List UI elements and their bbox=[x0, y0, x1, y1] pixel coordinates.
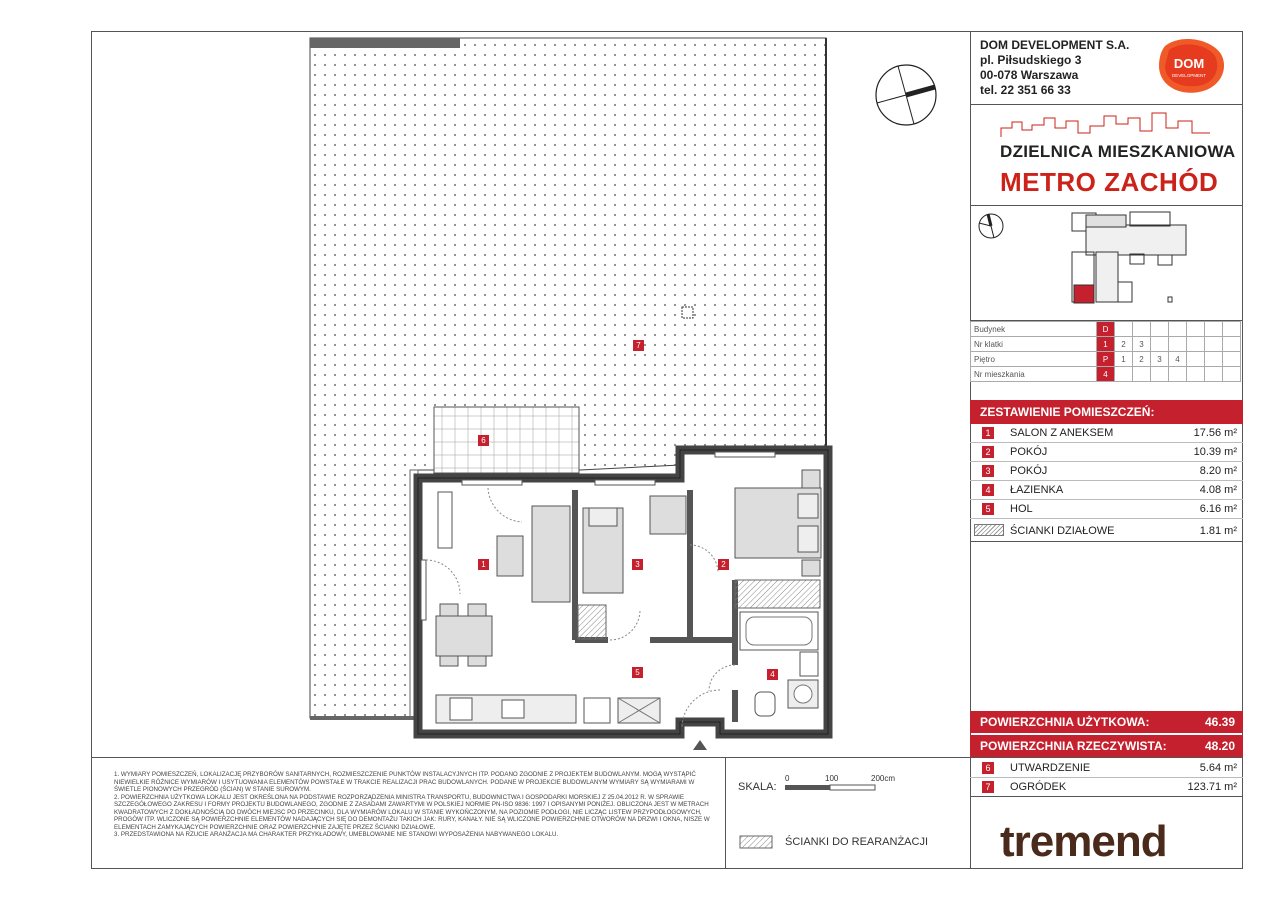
info-cell bbox=[1223, 367, 1241, 382]
extras-list bbox=[970, 759, 1243, 797]
info-cell bbox=[1151, 337, 1169, 352]
info-cell bbox=[1115, 322, 1133, 337]
info-label: Nr mieszkania bbox=[971, 367, 1097, 382]
info-cell bbox=[1169, 367, 1187, 382]
info-cell: 2 bbox=[1115, 337, 1133, 352]
compass-icon bbox=[876, 65, 936, 125]
info-label: Nr klatki bbox=[971, 337, 1097, 352]
company-city: 00-078 Warszawa bbox=[980, 68, 1079, 82]
scale-tick-0: 0 bbox=[785, 774, 790, 783]
company-address bbox=[980, 38, 1129, 98]
rooms-list bbox=[970, 424, 1243, 542]
walls-row: ŚCIANKI DZIAŁOWE 1.81 m² bbox=[970, 519, 1243, 542]
info-cell bbox=[1223, 322, 1241, 337]
room-row: 1 SALON Z ANEKSEM 17.56 m² bbox=[970, 424, 1243, 443]
terrace-paving bbox=[434, 407, 579, 473]
info-cell bbox=[1169, 322, 1187, 337]
info-cell bbox=[1151, 367, 1169, 382]
company-phone: tel. 22 351 66 33 bbox=[980, 83, 1071, 97]
info-label: Budynek bbox=[971, 322, 1097, 337]
info-cell: 3 bbox=[1151, 352, 1169, 367]
company-street: pl. Piłsudskiego 3 bbox=[980, 53, 1082, 67]
note-3: 3. PRZEDSTAWIONA NA RZUCIE ARANŻACJA MA CHARAKTER PRZYKŁADOWY, UMEBLOWANIE NIE STANOWI WYPOSAŻENIA NABYWANEGO LOKALU. bbox=[114, 831, 559, 838]
room-tag-5: 5 bbox=[632, 667, 643, 678]
extra-row: 6 UTWARDZENIE 5.64 m² bbox=[970, 759, 1243, 778]
extra-row: 7 OGRÓDEK 123.71 m² bbox=[970, 778, 1243, 797]
info-cell bbox=[1169, 337, 1187, 352]
room-tag-2: 2 bbox=[718, 559, 729, 570]
company-name: DOM DEVELOPMENT S.A. bbox=[980, 38, 1130, 52]
info-cell: 3 bbox=[1133, 337, 1151, 352]
info-cell bbox=[1223, 352, 1241, 367]
info-cell: 1 bbox=[1115, 352, 1133, 367]
info-cell: 4 bbox=[1169, 352, 1187, 367]
usable-area-total: POWIERZCHNIA UŻYTKOWA: 46.39 bbox=[970, 711, 1243, 733]
brand-line1: DZIELNICA MIESZKANIOWA bbox=[1000, 142, 1236, 161]
info-cell bbox=[1223, 337, 1241, 352]
info-cell bbox=[1187, 367, 1205, 382]
info-row bbox=[971, 352, 1241, 367]
scale-label: SKALA: bbox=[738, 781, 777, 793]
info-cell bbox=[1187, 337, 1205, 352]
rooms-header: ZESTAWIENIE POMIESZCZEŃ: bbox=[970, 400, 1243, 424]
info-cell: 4 bbox=[1097, 367, 1115, 382]
info-cell: 1 bbox=[1097, 337, 1115, 352]
info-cell bbox=[1133, 367, 1151, 382]
dom-development-logo bbox=[1155, 36, 1227, 94]
apartment-info-table bbox=[970, 321, 1241, 382]
info-cell bbox=[1205, 367, 1223, 382]
room-tag-3: 3 bbox=[632, 559, 643, 570]
info-label: Piętro bbox=[971, 352, 1097, 367]
scale-tick-200: 200cm bbox=[871, 774, 896, 783]
info-row bbox=[971, 322, 1241, 337]
info-row bbox=[971, 367, 1241, 382]
note-1: 1. WYMIARY POMIESZCZEŃ, LOKALIZACJĘ PRZYBORÓW SANITARNYCH, ROZMIESZCZENIE PUNKTÓW INSTALACYJNYCH ITP. PODANO ZGODNIE Z PROJEKTEM BUDOWLANYM. MOGĄ WYSTĄPIĆ NIEWIELKIE RÓŻNICE WYMIARÓW I USYTUOWANIA ELEMENTÓW POWSTAŁE W TRAKCIE REALIZACJI PRAC BUDOWLANYCH. PODANE W PROJEKCIE BUDOWLANYM WYMIARY SĄ WYMIARAMI W ŚWIETLE PIONOWYCH PRZEGRÓD (ŚCIAN) W STANIE SUROWYM. bbox=[114, 771, 696, 793]
notes bbox=[114, 771, 714, 839]
room-row: 2 POKÓJ 10.39 m² bbox=[970, 443, 1243, 462]
svg-text:DEVELOPMENT: DEVELOPMENT bbox=[1171, 73, 1207, 78]
tremend-logo: tremend bbox=[1000, 817, 1167, 866]
room-tag-7: 7 bbox=[633, 340, 644, 351]
info-cell bbox=[1133, 322, 1151, 337]
room-row: 5 HOL 6.16 m² bbox=[970, 500, 1243, 519]
info-row bbox=[971, 337, 1241, 352]
info-cell bbox=[1151, 322, 1169, 337]
actual-area-total: POWIERZCHNIA RZECZYWISTA: 48.20 bbox=[970, 735, 1243, 757]
info-cell bbox=[1205, 337, 1223, 352]
note-2: 2. POWIERZCHNIA UŻYTKOWA LOKALU JEST OKREŚLONA NA PODSTAWIE ROZPORZĄDZENIA MINISTRA TRANSPORTU, BUDOWNICTWA I GOSPODARKI MORSKIEJ Z 25.04.2012 R. W SPRAWIE SZCZEGÓŁOWEGO ZAKRESU I FORMY PROJEKTU BUDOWLANEGO, ZGODNIE Z ZASADAMI ZAWARTYMI W POLSKIEJ NORMIE PN-ISO 9836: 1997 I OPISANYMI PONIŻEJ. OBLICZONA JEST W METRACH KWADRATOWYCH Z DOKŁADNOŚCIĄ DO DWÓCH MIEJSC PO PRZECINKU, DLA WYMIARÓW LOKALU W STANIE WYKOŃCZONYM, NA POZIOMIE PODŁOGI, NIE LICZĄC LISTEW PRZYPODŁOGOWYCH, PROGÓW ITP. WLICZONE SĄ POWIERZCHNIE ELEMENTÓW NADAJĄCYCH SIĘ DO DEMONTAŻU TAKICH JAK: RURY, KANAŁY. NIE SĄ WLICZONE POWIERZCHNIE OTWORÓW NA DRZWI I OKNA, NISZE W ELEMENTACH ZAMYKAJĄCYCH POWIERZCHNIE ORAZ POWIERZCHNIE ZAJĘTE PRZEZ ŚCIANKI DZIAŁOWE. bbox=[114, 793, 710, 831]
legend-walls-label: ŚCIANKI DO REARANŻACJI bbox=[785, 836, 929, 848]
svg-text:DOM: DOM bbox=[1173, 56, 1205, 71]
info-cell: 2 bbox=[1133, 352, 1151, 367]
room-tag-1: 1 bbox=[478, 559, 489, 570]
info-cell: D bbox=[1097, 322, 1115, 337]
info-cell bbox=[1205, 352, 1223, 367]
scale-tick-100: 100 bbox=[825, 774, 839, 783]
room-tag-4: 4 bbox=[767, 669, 778, 680]
info-cell bbox=[1187, 352, 1205, 367]
room-tag-6: 6 bbox=[478, 435, 489, 446]
brand-line2: METRO ZACHÓD bbox=[1000, 167, 1219, 197]
room-row: 4 ŁAZIENKA 4.08 m² bbox=[970, 481, 1243, 500]
info-cell: P bbox=[1097, 352, 1115, 367]
info-cell bbox=[1115, 367, 1133, 382]
room-row: 3 POKÓJ 8.20 m² bbox=[970, 462, 1243, 481]
info-cell bbox=[1205, 322, 1223, 337]
info-cell bbox=[1187, 322, 1205, 337]
